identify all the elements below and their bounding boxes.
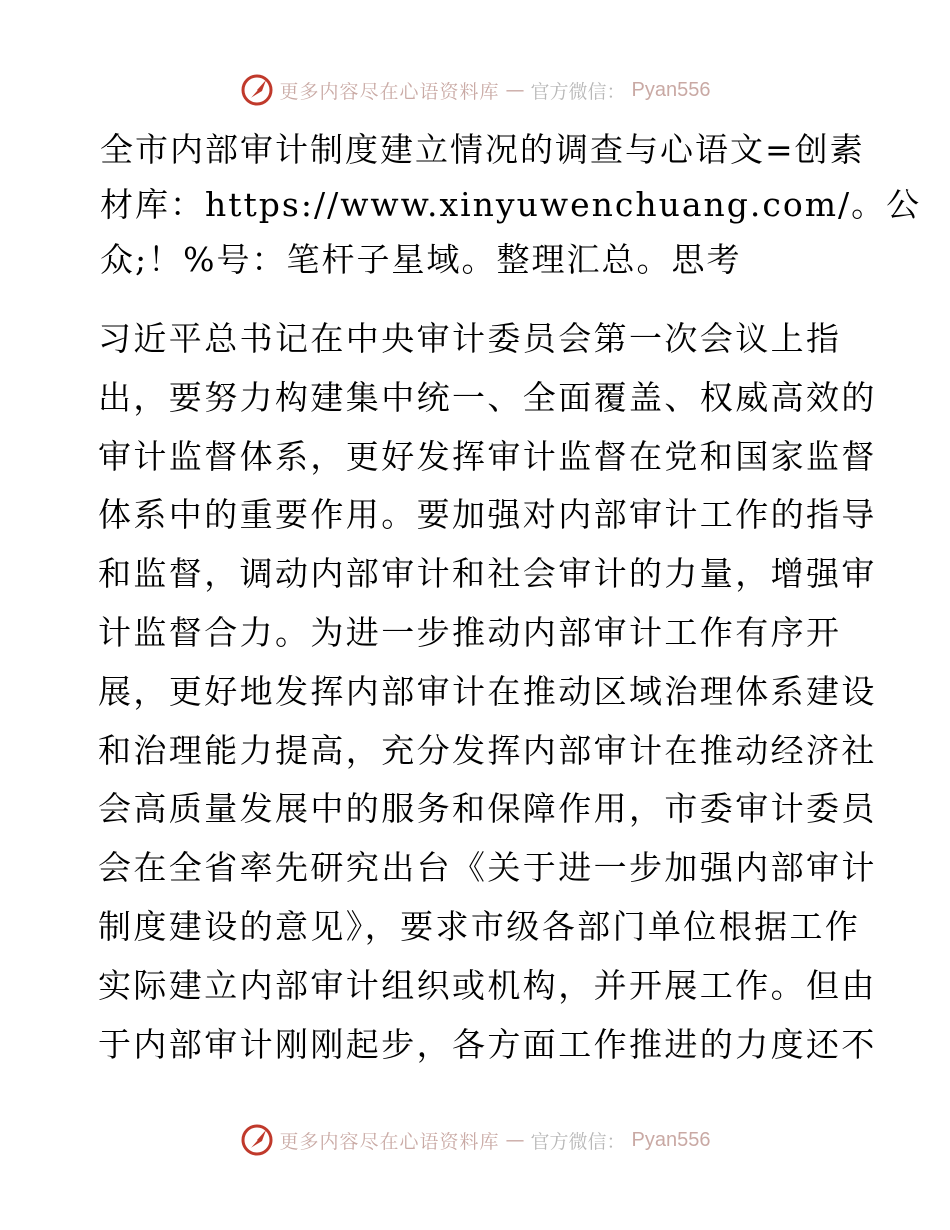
- title-line: 全市内部审计制度建立情况的调查与心语文=创素: [100, 130, 865, 169]
- banner-slogan: 更多内容尽在心语资料库: [279, 80, 500, 103]
- banner-content: [240, 73, 711, 107]
- title-line: 众;！%号：笔杆子星域。整理汇总。思考: [100, 240, 742, 279]
- document-title: [100, 122, 922, 287]
- body-line: 习近平总书记在中央审计委员会第一次会议上指: [98, 319, 842, 358]
- body-line: 体系中的重要作用。要加强对内部审计工作的指导: [98, 495, 877, 535]
- quill-logo-icon: [240, 1123, 274, 1157]
- body-line: 和治理能力提高，充分发挥内部审计在推动经济社: [98, 730, 877, 770]
- header-banner: [0, 70, 950, 110]
- body-line: 审计监督体系，更好发挥审计监督在党和国家监督: [98, 436, 877, 476]
- body-line: 出，要努力构建集中统一、全面覆盖、权威高效的: [98, 377, 877, 417]
- body-paragraph: [98, 310, 877, 1074]
- footer-banner: [0, 1120, 950, 1160]
- banner-wechat-label: 官方微信：: [530, 80, 626, 103]
- banner-wechat-id: Pyan556: [631, 78, 711, 101]
- quill-logo-icon: [240, 73, 274, 107]
- body-line: 于内部审计刚刚起步，各方面工作推进的力度还不: [98, 1024, 877, 1064]
- body-line: 实际建立内部审计组织或机构，并开展工作。但由: [98, 965, 877, 1005]
- banner-separator: —: [505, 79, 525, 101]
- banner-slogan: 更多内容尽在心语资料库: [279, 1130, 500, 1153]
- banner-separator: —: [505, 1129, 525, 1151]
- body-line: 和监督，调动内部审计和社会审计的力量，增强审: [98, 554, 877, 594]
- body-line: 计监督合力。为进一步推动内部审计工作有序开: [98, 612, 842, 652]
- banner-content: [240, 1123, 711, 1157]
- title-line: 材库：https://www.xinyuwenchuang.com/。公: [100, 185, 922, 224]
- banner-wechat-label: 官方微信：: [530, 1130, 626, 1153]
- body-line: 会高质量发展中的服务和保障作用，市委审计委员: [98, 789, 877, 829]
- body-line: 制度建设的意见》，要求市级各部门单位根据工作: [98, 906, 861, 946]
- body-line: 展，更好地发挥内部审计在推动区域治理体系建设: [98, 671, 877, 711]
- banner-wechat-id: Pyan556: [631, 1128, 711, 1151]
- body-line: 会在全省率先研究出台《关于进一步加强内部审计: [98, 848, 877, 888]
